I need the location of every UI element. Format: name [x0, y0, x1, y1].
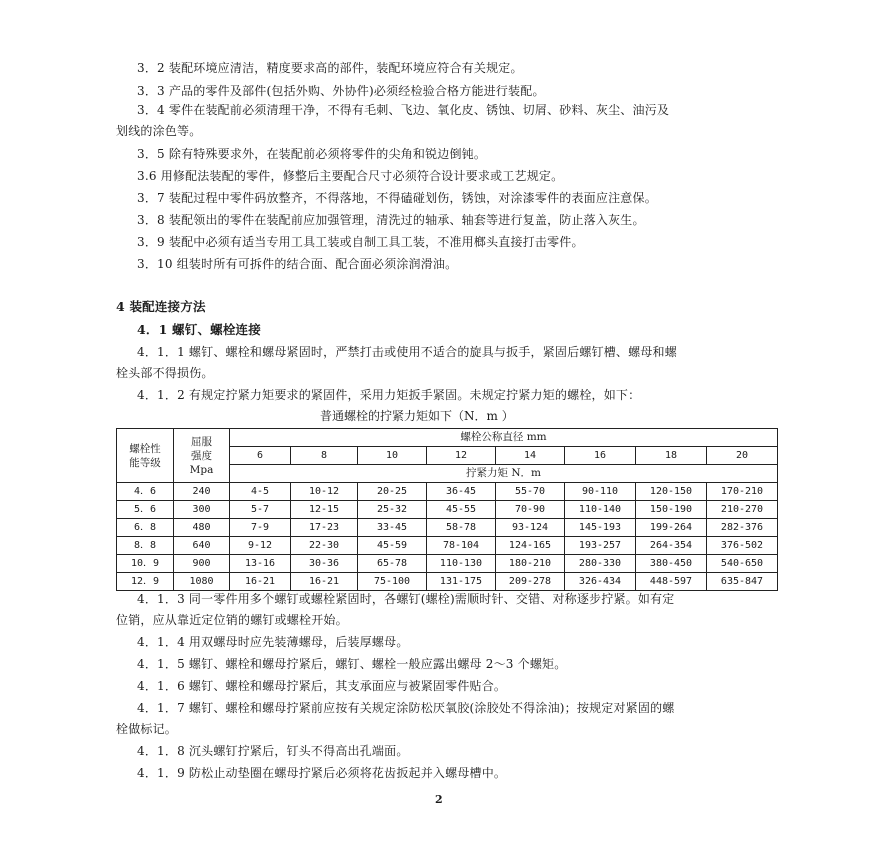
torque-cell: 12-15	[291, 501, 358, 519]
table-row	[117, 501, 778, 519]
torque-cell: 9-12	[230, 537, 291, 555]
torque-cell: 145-193	[565, 519, 636, 537]
diameter-cell: 8	[291, 447, 358, 465]
torque-cell: 45-55	[427, 501, 496, 519]
table-row	[117, 519, 778, 537]
torque-cell: 124-165	[496, 537, 565, 555]
torque-cell: 4-5	[230, 483, 291, 501]
paragraph-3-6: 3.6 用修配法装配的零件，修整后主要配合尺寸必须符合设计要求或工艺规定。	[137, 169, 564, 183]
yield-header-line-1: 屈服	[191, 435, 212, 448]
paragraph-4-1-2: 4．1．2 有规定拧紧力矩要求的紧固件，采用力矩扳手紧固。未规定拧紧力矩的螺栓，如下：	[137, 388, 641, 402]
grade-cell: 12．9	[117, 573, 174, 591]
paragraph-4-1-3: 4．1．3 同一零件用多个螺钉或螺栓紧固时，各螺钉(螺栓)需顺时针、交错、对称逐步拧紧。如有定	[137, 592, 675, 606]
torque-table	[116, 428, 778, 591]
paragraph-3-5: 3．5 除有特殊要求外，在装配前必须将零件的尖角和锐边倒钝。	[137, 147, 487, 161]
paragraph-3-8: 3．8 装配领出的零件在装配前应加强管理，清洗过的轴承、轴套等进行复盖，防止落入灰生。	[137, 213, 645, 227]
torque-cell: 5-7	[230, 501, 291, 519]
section-heading: 4 装配连接方法	[116, 299, 206, 314]
page-number: 2	[435, 793, 443, 806]
diameter-header: 螺栓公称直径 mm	[230, 429, 778, 447]
table-caption: 普通螺栓的拧紧力矩如下（N．m ）	[320, 409, 514, 423]
paragraph-4-1-9: 4．1．9 防松止动垫圈在螺母拧紧后必须将花齿扳起并入螺母槽中。	[137, 766, 507, 780]
torque-cell: 36-45	[427, 483, 496, 501]
paragraph-3-4-cont: 划线的涂色等。	[116, 124, 202, 138]
torque-cell: 30-36	[291, 555, 358, 573]
torque-cell: 90-110	[565, 483, 636, 501]
paragraph-3-4: 3．4 零件在装配前必须清理干净，不得有毛刺、飞边、氧化皮、锈蚀、切屑、砂料、灰尘、油污及	[137, 103, 670, 117]
grade-cell: 5．6	[117, 501, 174, 519]
yield-cell: 300	[174, 501, 230, 519]
torque-cell: 25-32	[358, 501, 427, 519]
diameter-cell: 6	[230, 447, 291, 465]
grade-header	[117, 429, 174, 483]
torque-cell: 75-100	[358, 573, 427, 591]
yield-cell: 640	[174, 537, 230, 555]
torque-cell: 280-330	[565, 555, 636, 573]
torque-cell: 110-140	[565, 501, 636, 519]
paragraph-4-1-7: 4．1．7 螺钉、螺栓和螺母拧紧前应按有关规定涂防松厌氧胶(涂胶处不得涂油)；按规定对紧固的螺	[137, 701, 675, 715]
paragraph-4-1-6: 4．1．6 螺钉、螺栓和螺母拧紧后，其支承面应与被紧固零件贴合。	[137, 679, 507, 693]
torque-cell: 93-124	[496, 519, 565, 537]
paragraph-3-10: 3．10 组装时所有可拆件的结合面、配合面必须涂润滑油。	[137, 257, 458, 271]
torque-cell: 180-210	[496, 555, 565, 573]
torque-cell: 33-45	[358, 519, 427, 537]
torque-cell: 210-270	[707, 501, 778, 519]
torque-cell: 326-434	[565, 573, 636, 591]
torque-cell: 170-210	[707, 483, 778, 501]
torque-cell: 16-21	[230, 573, 291, 591]
torque-cell: 16-21	[291, 573, 358, 591]
paragraph-4-1-4: 4．1．4 用双螺母时应先装薄螺母，后装厚螺母。	[137, 635, 409, 649]
torque-cell: 58-78	[427, 519, 496, 537]
grade-cell: 4．6	[117, 483, 174, 501]
yield-header	[174, 429, 230, 483]
yield-cell: 240	[174, 483, 230, 501]
torque-cell: 13-16	[230, 555, 291, 573]
yield-cell: 480	[174, 519, 230, 537]
diameter-cell: 18	[636, 447, 707, 465]
yield-header-line-3: Mpa	[189, 463, 214, 476]
torque-cell: 131-175	[427, 573, 496, 591]
grade-cell: 6．8	[117, 519, 174, 537]
torque-cell: 22-30	[291, 537, 358, 555]
torque-cell: 264-354	[636, 537, 707, 555]
yield-header-line-2: 强度	[191, 449, 212, 462]
torque-cell: 55-70	[496, 483, 565, 501]
torque-cell: 199-264	[636, 519, 707, 537]
paragraph-3-7: 3．7 装配过程中零件码放整齐，不得落地，不得磕碰划伤，锈蚀，对涂漆零件的表面应注意保。	[137, 191, 657, 205]
yield-cell: 1080	[174, 573, 230, 591]
subsection-heading: 4．1 螺钉、螺栓连接	[137, 322, 261, 337]
torque-cell: 448-597	[636, 573, 707, 591]
diameter-cell: 12	[427, 447, 496, 465]
torque-cell: 70-90	[496, 501, 565, 519]
paragraph-4-1-1-cont: 栓头部不得损伤。	[116, 366, 214, 380]
diameter-cell: 10	[358, 447, 427, 465]
torque-cell: 376-502	[707, 537, 778, 555]
paragraph-4-1-5: 4．1．5 螺钉、螺栓和螺母拧紧后，螺钉、螺栓一般应露出螺母 2～3 个螺矩。	[137, 657, 567, 671]
grade-cell: 8．8	[117, 537, 174, 555]
diameter-cell: 20	[707, 447, 778, 465]
torque-cell: 78-104	[427, 537, 496, 555]
yield-cell: 900	[174, 555, 230, 573]
torque-cell: 45-59	[358, 537, 427, 555]
paragraph-3-3: 3．3 产品的零件及部件(包括外购、外协件)必须经检验合格方能进行装配。	[137, 84, 545, 98]
paragraph-4-1-3-cont: 位销，应从靠近定位销的螺钉或螺栓开始。	[116, 613, 348, 627]
grade-header-line-1: 螺栓性	[129, 442, 161, 455]
torque-cell: 110-130	[427, 555, 496, 573]
torque-header: 拧紧力矩 N．m	[230, 465, 778, 483]
grade-header-line-2: 能等级	[129, 456, 161, 469]
table-row	[117, 537, 778, 555]
torque-cell: 635-847	[707, 573, 778, 591]
torque-cell: 282-376	[707, 519, 778, 537]
table-row	[117, 483, 778, 501]
table-row	[117, 573, 778, 591]
torque-cell: 193-257	[565, 537, 636, 555]
torque-cell: 17-23	[291, 519, 358, 537]
torque-cell: 150-190	[636, 501, 707, 519]
diameter-cell: 16	[565, 447, 636, 465]
torque-cell: 380-450	[636, 555, 707, 573]
paragraph-4-1-8: 4．1．8 沉头螺钉拧紧后，钉头不得高出孔端面。	[137, 744, 409, 758]
table-row	[117, 555, 778, 573]
torque-cell: 7-9	[230, 519, 291, 537]
paragraph-3-2: 3．2 装配环境应清洁，精度要求高的部件，装配环境应符合有关规定。	[137, 61, 523, 75]
paragraph-4-1-1: 4．1．1 螺钉、螺栓和螺母紧固时，严禁打击或使用不适合的旋具与扳手，紧固后螺钉槽、螺母和螺	[137, 345, 677, 359]
paragraph-3-9: 3．9 装配中必须有适当专用工具工装或自制工具工装，不准用榔头直接打击零件。	[137, 235, 584, 249]
grade-cell: 10．9	[117, 555, 174, 573]
torque-cell: 209-278	[496, 573, 565, 591]
torque-cell: 120-150	[636, 483, 707, 501]
paragraph-4-1-7-cont: 栓做标记。	[116, 722, 178, 736]
diameter-cell: 14	[496, 447, 565, 465]
torque-cell: 20-25	[358, 483, 427, 501]
torque-cell: 65-78	[358, 555, 427, 573]
torque-cell: 10-12	[291, 483, 358, 501]
torque-cell: 540-650	[707, 555, 778, 573]
